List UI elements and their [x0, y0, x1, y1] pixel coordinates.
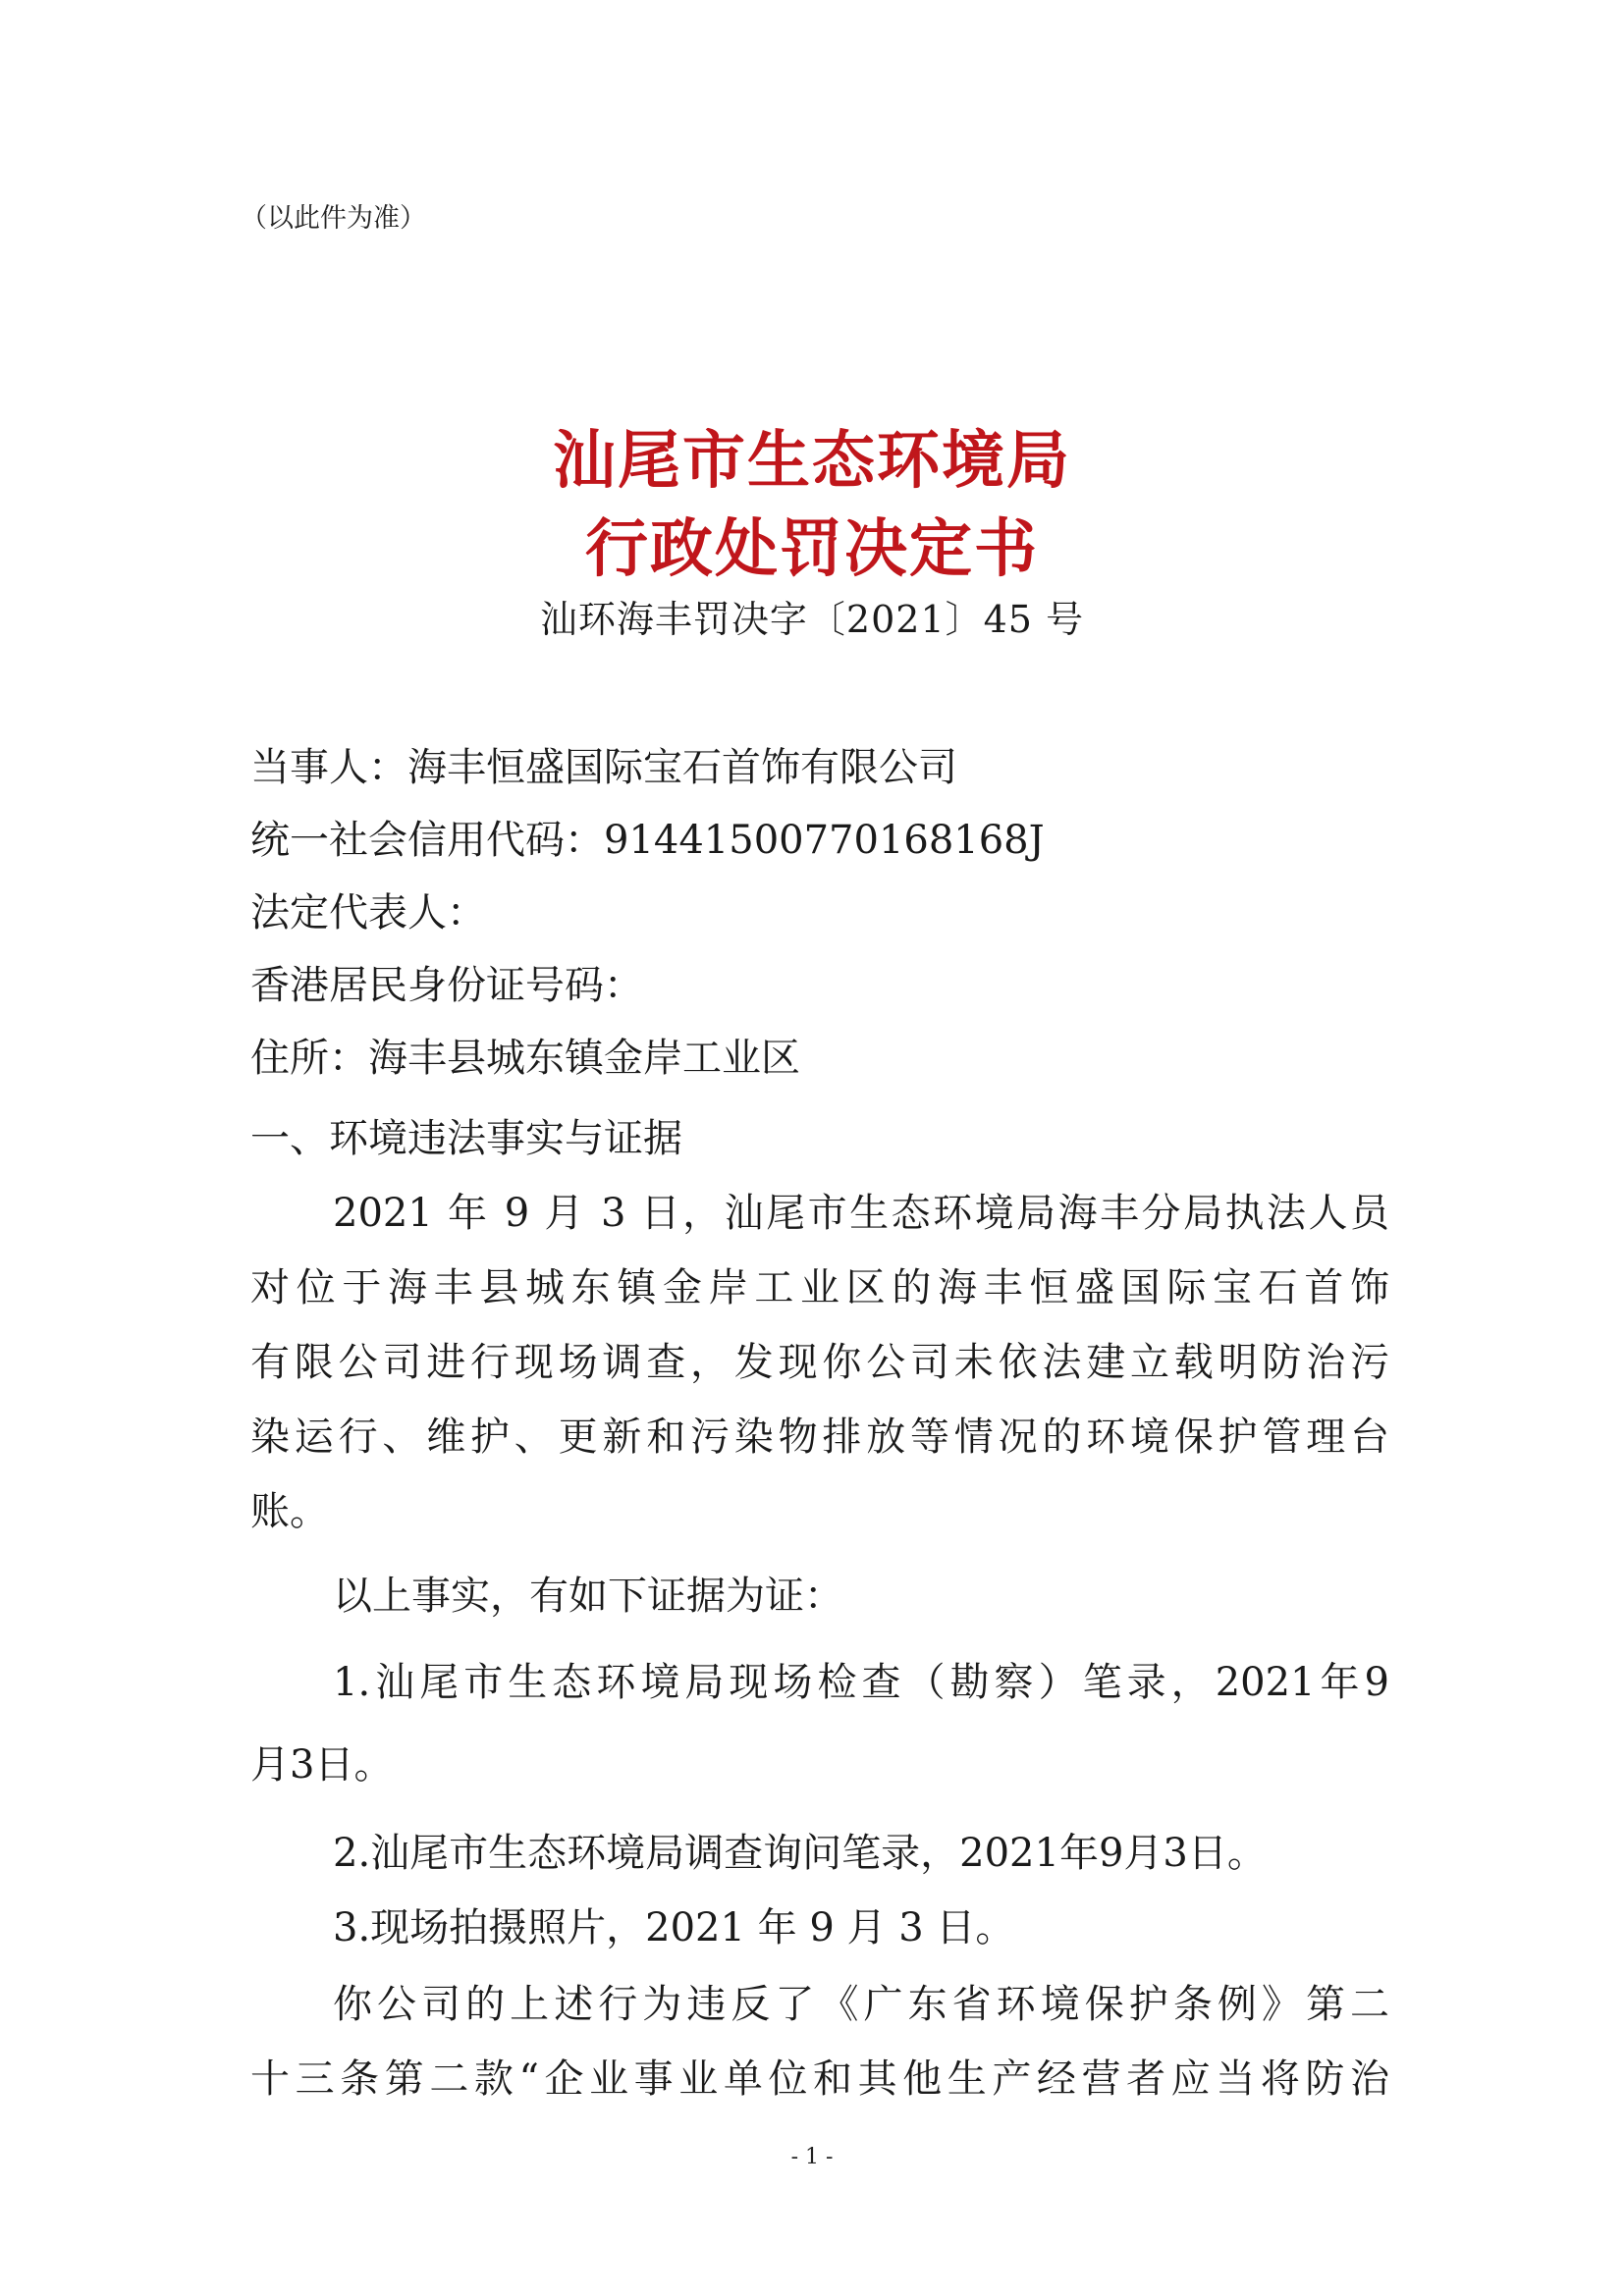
issuing-agency-title: 汕尾市生态环境局 [553, 424, 1071, 498]
party-name: 当事人：海丰恒盛国际宝石首饰有限公司 [250, 745, 957, 790]
evidence-1-line: 月3日。 [250, 1742, 394, 1788]
violation-line: 十三条第二款“企业事业单位和其他生产经营者应当将防治 [250, 2056, 1389, 2102]
fact-line: 有限公司进行现场调查，发现你公司未依法建立载明防治污 [250, 1340, 1389, 1385]
evidence-intro: 以上事实，有如下证据为证： [333, 1574, 843, 1619]
section-heading-facts-evidence: 一、环境违法事实与证据 [250, 1116, 682, 1161]
credit-code: 统一社会信用代码：91441500770168168J [250, 818, 1045, 863]
evidence-1-line: 1.汕尾市生态环境局现场检查（勘察）笔录，2021年9 [333, 1660, 1389, 1705]
legal-representative: 法定代表人： [250, 890, 486, 935]
evidence-item-3: 3.现场拍摄照片，2021 年 9 月 3 日。 [333, 1905, 1015, 1950]
fact-line: 账。 [250, 1489, 329, 1534]
party-address: 住所：海丰县城东镇金岸工业区 [250, 1036, 800, 1081]
fact-line: 对位于海丰县城东镇金岸工业区的海丰恒盛国际宝石首饰 [250, 1265, 1389, 1310]
violation-line: 你公司的上述行为违反了《广东省环境保护条例》第二 [333, 1982, 1389, 2027]
fact-line: 染运行、维护、更新和污染物排放等情况的环境保护管理台 [250, 1415, 1389, 1460]
document-number: 汕环海丰罚决字〔2021〕45 号 [539, 598, 1085, 641]
page-number: - 1 - [790, 2145, 834, 2169]
authoritative-version-note: （以此件为准） [241, 203, 426, 234]
hk-id-number: 香港居民身份证号码： [250, 963, 643, 1008]
fact-line: 2021 年 9 月 3 日，汕尾市生态环境局海丰分局执法人员 [333, 1191, 1389, 1236]
evidence-item-2: 2.汕尾市生态环境局调查询问笔录，2021年9月3日。 [333, 1831, 1267, 1876]
document-type-title: 行政处罚决定书 [585, 512, 1039, 586]
